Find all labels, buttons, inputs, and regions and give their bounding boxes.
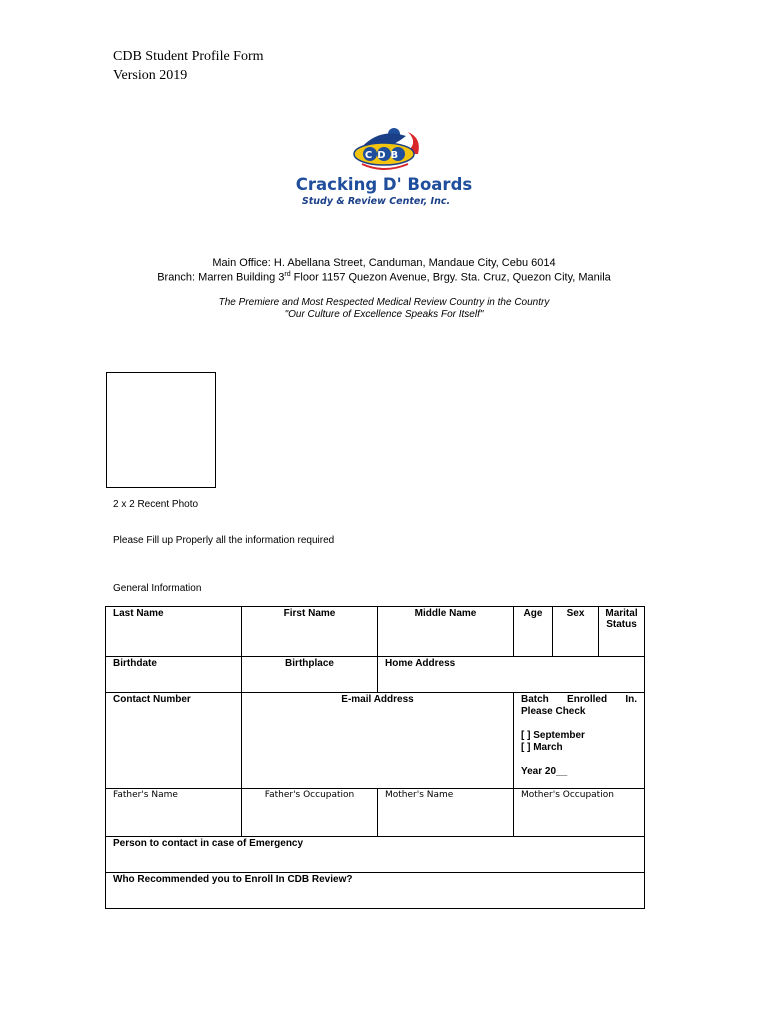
logo-badge-text: CDB: [364, 150, 404, 161]
recommended-by-field[interactable]: [106, 873, 645, 909]
sex-field[interactable]: [553, 607, 599, 657]
tagline-line2: "Our Culture of Excellence Speaks For Itself": [284, 309, 484, 320]
please-check-label: Please Check: [521, 706, 586, 717]
last-name-field[interactable]: [106, 607, 242, 657]
birthplace-field[interactable]: [242, 657, 378, 693]
main-office-address: Main Office: H. Abellana Street, Canduman, Mandaue City, Cebu 6014: [212, 257, 556, 269]
mothers-occupation-label: Mother's Occupation: [521, 790, 614, 800]
enrolled-word: Enrolled: [567, 694, 608, 705]
table-row-parents: [106, 789, 645, 837]
birthdate-field[interactable]: [106, 657, 242, 693]
email-label: E-mail Address: [341, 694, 414, 705]
september-checkbox[interactable]: [ ] September: [521, 730, 585, 741]
middle-name-label: Middle Name: [414, 608, 477, 619]
table-row-contact: [106, 693, 645, 789]
email-field[interactable]: [242, 693, 514, 789]
emergency-contact-label: Person to contact in case of Emergency: [113, 838, 304, 849]
batch-word: Batch: [521, 694, 549, 705]
branch-address-part1: Branch: Marren Building 3: [157, 271, 285, 284]
recommended-by-label: Who Recommended you to Enroll In CDB Review?: [113, 874, 353, 885]
logo-subtitle: Study & Review Center, Inc.: [301, 196, 451, 207]
table-row-birth: [106, 657, 645, 693]
age-field[interactable]: [514, 607, 553, 657]
form-title: [113, 47, 264, 85]
sex-label: Sex: [566, 608, 585, 619]
middle-name-field[interactable]: [378, 607, 514, 657]
batch-enrolled-field: [514, 693, 645, 789]
mothers-name-field[interactable]: [378, 789, 514, 837]
contact-number-field[interactable]: [106, 693, 242, 789]
table-row-names: [106, 607, 645, 657]
form-title-line1: CDB Student Profile Form: [113, 49, 264, 64]
fathers-occupation-field[interactable]: [242, 789, 378, 837]
birthplace-label: Birthplace: [285, 658, 334, 669]
table-row-emergency: [106, 837, 645, 873]
mothers-occupation-field[interactable]: [514, 789, 645, 837]
mothers-name-label: Mother's Name: [385, 790, 454, 800]
logo-name: Cracking D' Boards: [296, 175, 472, 194]
march-checkbox[interactable]: [ ] March: [521, 742, 563, 753]
branch-floor-suffix: rd: [284, 271, 291, 278]
instruction-text: Please Fill up Properly all the information required: [113, 535, 335, 546]
tagline-line1: The Premiere and Most Respected Medical Review Country in the Country: [218, 297, 550, 308]
emergency-contact-field[interactable]: [106, 837, 645, 873]
table-row-recommended: [106, 873, 645, 909]
first-name-label: First Name: [283, 608, 336, 619]
cdb-logo: [296, 124, 472, 210]
home-address-field[interactable]: [378, 657, 645, 693]
year-field[interactable]: Year 20__: [521, 766, 568, 777]
general-information-table: [105, 606, 645, 909]
branch-address-part2: Floor 1157 Quezon Avenue, Brgy. Sta. Cruz, Quezon City, Manila: [290, 271, 611, 284]
home-address-label: Home Address: [385, 658, 456, 669]
branch-address: [0, 271, 768, 284]
section-title: General Information: [113, 583, 202, 594]
batch-enrolled-heading: [521, 694, 637, 706]
fathers-name-label: Father's Name: [113, 790, 178, 800]
age-label: Age: [523, 608, 543, 619]
photo-label: 2 x 2 Recent Photo: [113, 499, 199, 510]
contact-number-label: Contact Number: [113, 694, 191, 705]
form-version: Version 2019: [113, 68, 188, 83]
first-name-field[interactable]: [242, 607, 378, 657]
photo-box[interactable]: [106, 372, 216, 488]
in-word: In.: [625, 694, 637, 705]
fathers-name-field[interactable]: [106, 789, 242, 837]
last-name-label: Last Name: [113, 608, 164, 619]
birthdate-label: Birthdate: [113, 658, 157, 669]
marital-status-label: Marital Status: [605, 608, 638, 630]
fathers-occupation-label: Father's Occupation: [264, 790, 355, 800]
marital-status-field[interactable]: [599, 607, 645, 657]
